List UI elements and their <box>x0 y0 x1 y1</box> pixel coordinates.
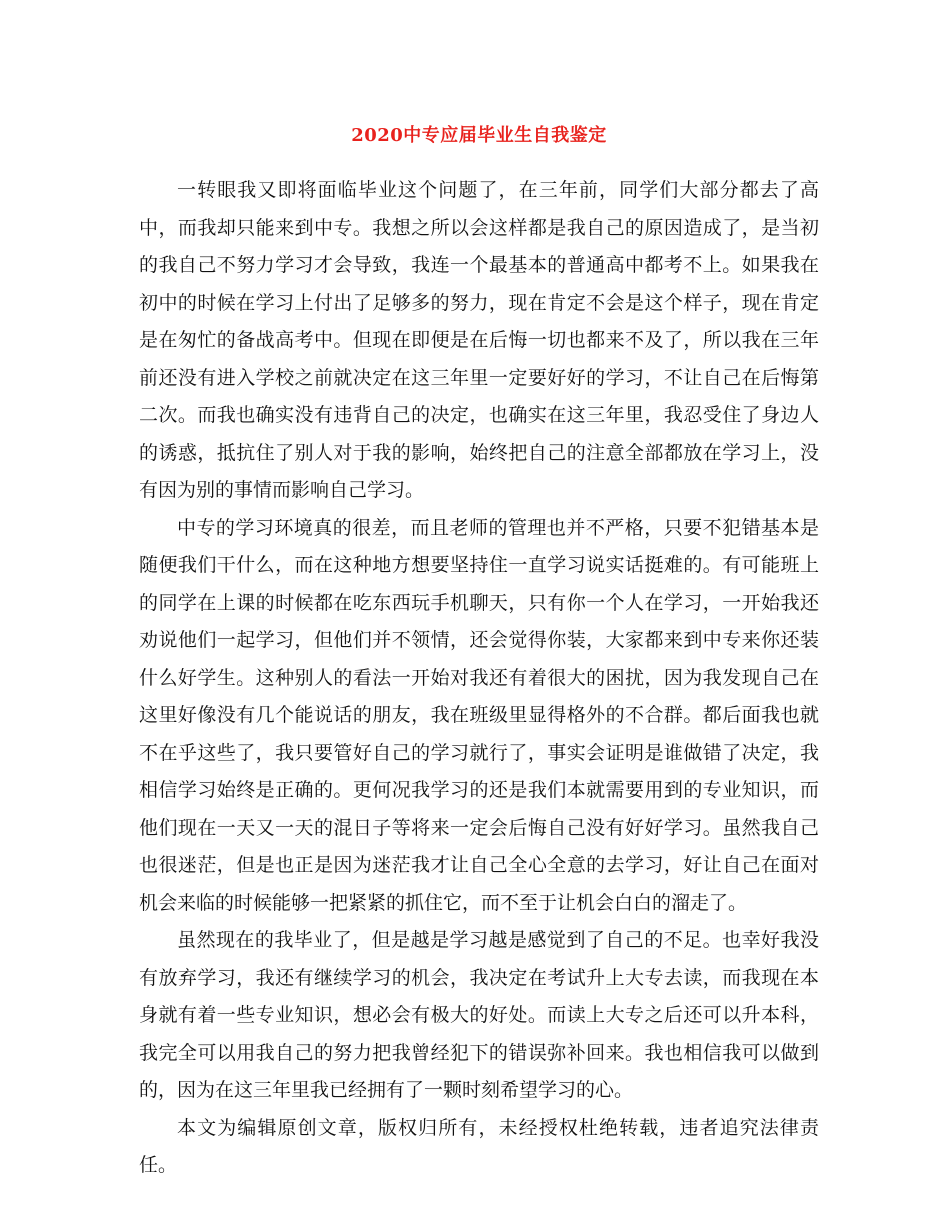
paragraph-2: 中专的学习环境真的很差，而且老师的管理也并不严格，只要不犯错基本是随便我们干什么，而在这种地方想要坚持住一直学习说实话挺难的。有可能班上的同学在上课的时候都在吃东西玩手机聊天，只有你一个人在学习，一开始我还劝说他们一起学习，但他们并不领情，还会觉得你装，大家都来到中专来你还装什么好学生。这种别人的看法一开始对我还有着很大的困扰，因为我发现自己在这里好像没有几个能说话的朋友，我在班级里显得格外的不合群。都后面我也就不在乎这些了，我只要管好自己的学习就行了，事实会证明是谁做错了决定，我相信学习始终是正确的。更何况我学习的还是我们本就需要用到的专业知识，而他们现在一天又一天的混日子等将来一定会后悔自己没有好好学习。虽然我自己也很迷茫，但是也正是因为迷茫我才让自己全心全意的去学习，好让自己在面对机会来临的时候能够一把紧紧的抓住它，而不至于让机会白白的溜走了。 <box>139 516 819 914</box>
paragraph-1: 一转眼我又即将面临毕业这个问题了，在三年前，同学们大部分都去了高中，而我却只能来到中专。我想之所以会这样都是我自己的原因造成了，是当初的我自己不努力学习才会导致，我连一个最基本的普通高中都考不上。如果我在初中的时候在学习上付出了足够多的努力，现在肯定不会是这个样子，现在肯定是在匆忙的备战高考中。但现在即便是在后悔一切也都来不及了，所以我在三年前还没有进入学校之前就决定在这三年里一定要好好的学习，不让自己在后悔第二次。而我也确实没有违背自己的决定，也确实在这三年里，我忍受住了身边人的诱惑，抵抗住了别人对于我的影响，始终把自己的注意全部都放在学习上，没有因为别的事情而影响自己学习。 <box>139 179 819 501</box>
document-page <box>139 118 819 1185</box>
copyright-notice: 本文为编辑原创文章，版权归所有，未经授权杜绝转载，违者追究法律责任。 <box>139 1116 819 1176</box>
paragraph-3: 虽然现在的我毕业了，但是越是学习越是感觉到了自己的不足。也幸好我没有放弃学习，我还有继续学习的机会，我决定在考试升上大专去读，而我现在本身就有着一些专业知识，想必会有极大的好处。而读上大专之后还可以升本科，我完全可以用我自己的努力把我曾经犯下的错误弥补回来。我也相信我可以做到的，因为在这三年里我已经拥有了一颗时刻希望学习的心。 <box>139 929 819 1101</box>
document-title: 2020中专应届毕业生自我鉴定 <box>351 125 607 146</box>
